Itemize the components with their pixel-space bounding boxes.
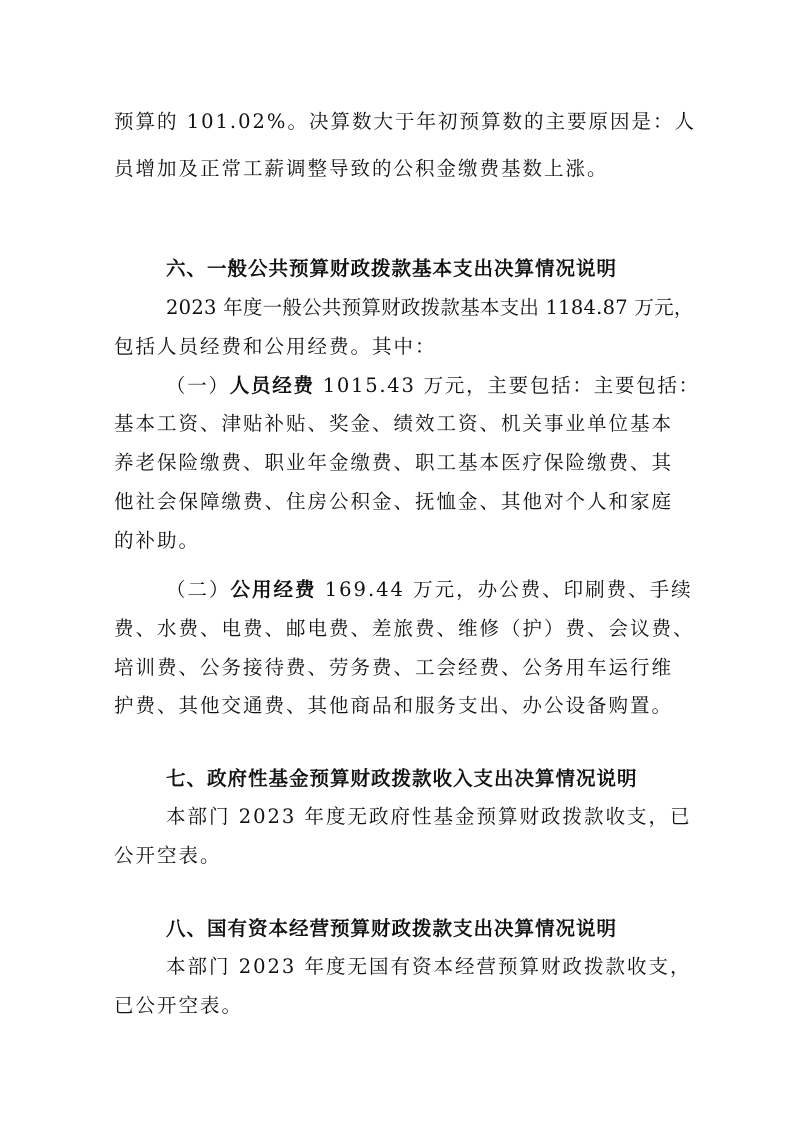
personnel-expense-line bbox=[0, 372, 793, 400]
body-line: 已公开空表。 bbox=[114, 994, 244, 1017]
body-line: 公开空表。 bbox=[114, 844, 222, 867]
body-line: 员增加及正常工薪调整导致的公积金缴费基数上涨。 bbox=[114, 157, 609, 180]
body-line: 本部门 2023 年度无政府性基金预算财政拨款收支，已 bbox=[166, 805, 692, 828]
body-line: 基本工资、津贴补贴、奖金、绩效工资、机关事业单位基本 bbox=[114, 412, 674, 435]
body-line: 护费、其他交通费、其他商品和服务支出、办公设备购置。 bbox=[114, 694, 674, 717]
list-prefix: （一） bbox=[166, 374, 230, 397]
body-line: 费、水费、电费、邮电费、差旅费、维修（护）费、会议费、 bbox=[114, 617, 695, 640]
list-prefix: （二） bbox=[166, 578, 231, 601]
personnel-expense-label: 人员经费 bbox=[229, 374, 315, 397]
section-heading-6: 六、一般公共预算财政拨款基本支出决算情况说明 bbox=[166, 257, 618, 280]
body-line: 2023 年度一般公共预算财政拨款基本支出 1184.87 万元， bbox=[166, 296, 694, 319]
personnel-expense-text: 1015.43 万元，主要包括：主要包括： bbox=[314, 374, 700, 397]
body-line: 培训费、公务接待费、劳务费、工会经费、公务用车运行维 bbox=[114, 656, 674, 679]
body-line: 养老保险缴费、职业年金缴费、职工基本医疗保险缴费、其 bbox=[114, 451, 674, 474]
section-heading-7: 七、政府性基金预算财政拨款收入支出决算情况说明 bbox=[166, 767, 638, 790]
body-line: 他社会保障缴费、住房公积金、抚恤金、其他对个人和家庭 bbox=[114, 490, 674, 513]
public-expense-label: 公用经费 bbox=[230, 578, 317, 601]
body-line: 的补助。 bbox=[114, 529, 201, 552]
section-heading-8: 八、国有资本经营预算财政拨款支出决算情况说明 bbox=[166, 917, 618, 940]
body-line: 预算的 101.02%。决算数大于年初预算数的主要原因是：人 bbox=[114, 110, 696, 133]
public-expense-text: 169.44 万元，办公费、印刷费、手续 bbox=[316, 578, 693, 601]
body-line: 本部门 2023 年度无国有资本经营预算财政拨款收支， bbox=[166, 955, 692, 978]
public-expense-line bbox=[0, 576, 793, 604]
body-line: 包括人员经费和公用经费。其中： bbox=[114, 335, 437, 358]
